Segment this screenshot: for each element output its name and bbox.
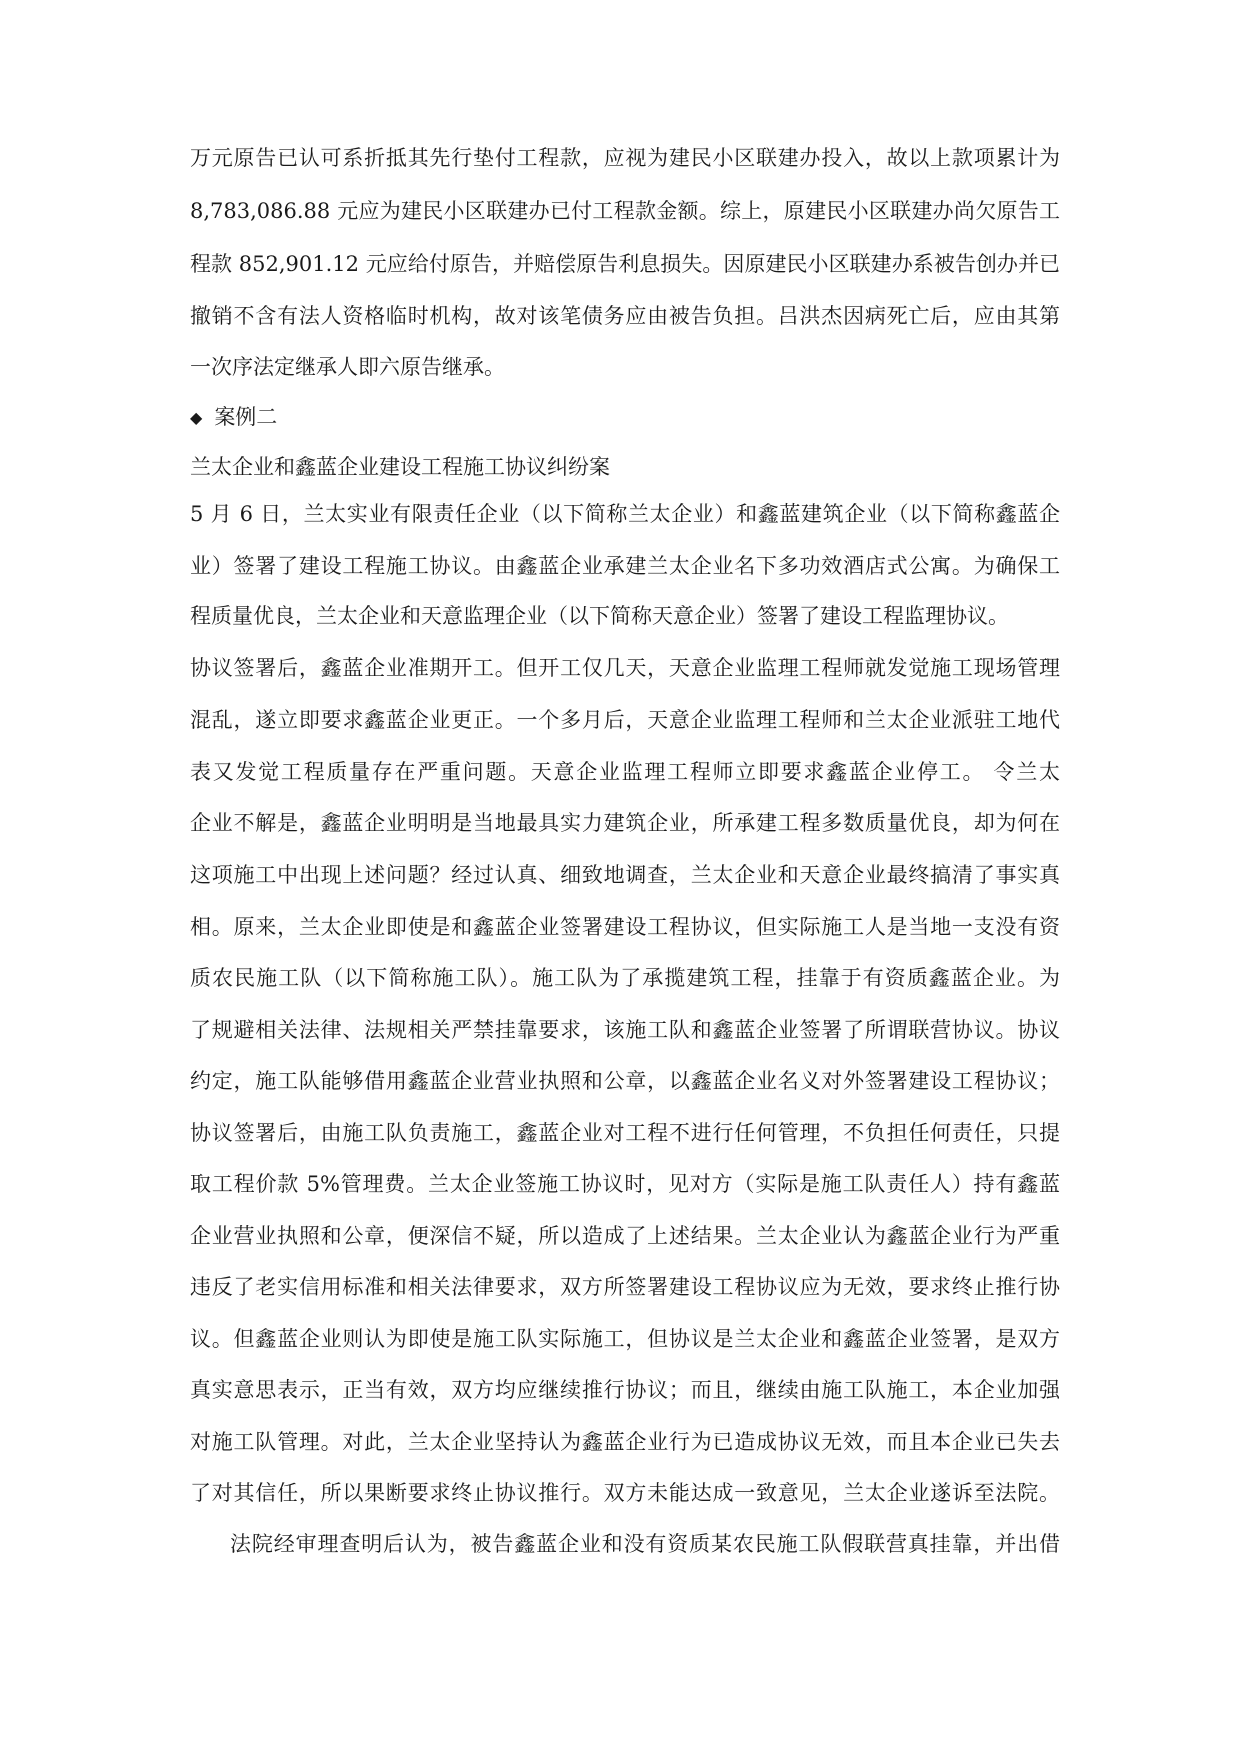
- case-title: 兰太企业和鑫蓝企业建设工程施工协议纠纷案: [190, 455, 610, 479]
- paragraph-line: 质农民施工队（以下简称施工队）。施工队为了承揽建筑工程，挂靠于有资质鑫蓝企业。为: [190, 966, 1060, 990]
- paragraph-line: 万元原告已认可系折抵其先行垫付工程款，应视为建民小区联建办投入，故以上款项累计为: [190, 146, 1060, 170]
- paragraph-line: 协议签署后，鑫蓝企业准期开工。但开工仅几天，天意企业监理工程师就发觉施工现场管理: [190, 656, 1060, 680]
- paragraph-line: 相。原来，兰太企业即使是和鑫蓝企业签署建设工程协议，但实际施工人是当地一支没有资: [190, 915, 1060, 939]
- paragraph-line: 企业营业执照和公章，便深信不疑，所以造成了上述结果。兰太企业认为鑫蓝企业行为严重: [190, 1224, 1060, 1248]
- paragraph-line: 8,783,086.88 元应为建民小区联建办已付工程款金额。综上，原建民小区联建办尚欠原告工: [190, 199, 1060, 223]
- diamond-bullet-icon: ◆: [190, 408, 203, 427]
- paragraph-line: 取工程价款 5%管理费。兰太企业签施工协议时，见对方（实际是施工队责任人）持有鑫蓝: [190, 1172, 1060, 1196]
- paragraph-line: 对施工队管理。对此，兰太企业坚持认为鑫蓝企业行为已造成协议无效，而且本企业已失去: [190, 1430, 1060, 1454]
- paragraph-line: 了对其信任，所以果断要求终止协议推行。双方未能达成一致意见，兰太企业遂诉至法院。: [190, 1481, 1060, 1505]
- paragraph-line: 了规避相关法律、法规相关严禁挂靠要求，该施工队和鑫蓝企业签署了所谓联营协议。协议: [190, 1018, 1060, 1042]
- document-page: [190, 0, 1060, 1754]
- paragraph-line: 程款 852,901.12 元应给付原告，并赔偿原告利息损失。因原建民小区联建办系被告创办并已: [190, 252, 1060, 276]
- paragraph-line: 5 月 6 日，兰太实业有限责任企业（以下简称兰太企业）和鑫蓝建筑企业（以下简称鑫蓝企: [190, 502, 1060, 526]
- paragraph-line: 混乱，遂立即要求鑫蓝企业更正。一个多月后，天意企业监理工程师和兰太企业派驻工地代: [190, 708, 1060, 732]
- paragraph-line: 撤销不含有法人资格临时机构，故对该笔债务应由被告负担。吕洪杰因病死亡后，应由其第: [190, 304, 1060, 328]
- paragraph-line: 程质量优良，兰太企业和天意监理企业（以下简称天意企业）签署了建设工程监理协议。: [190, 604, 1009, 628]
- paragraph-line: 法院经审理查明后认为，被告鑫蓝企业和没有资质某农民施工队假联营真挂靠，并出借: [230, 1532, 1060, 1556]
- paragraph-line: 协议签署后，由施工队负责施工，鑫蓝企业对工程不进行任何管理，不负担任何责任，只提: [190, 1121, 1060, 1145]
- paragraph-line: 企业不解是，鑫蓝企业明明是当地最具实力建筑企业，所承建工程多数质量优良，却为何在: [190, 811, 1060, 835]
- paragraph-line: 违反了老实信用标准和相关法律要求，双方所签署建设工程协议应为无效，要求终止推行协: [190, 1275, 1060, 1299]
- paragraph-line: 一次序法定继承人即六原告继承。: [190, 355, 505, 379]
- section-heading: [190, 397, 277, 437]
- paragraph-line: 业）签署了建设工程施工协议。由鑫蓝企业承建兰太企业名下多功效酒店式公寓。为确保工: [190, 554, 1060, 578]
- paragraph-line: 约定，施工队能够借用鑫蓝企业营业执照和公章，以鑫蓝企业名义对外签署建设工程协议；: [190, 1069, 1060, 1093]
- section-heading-text: 案例二: [214, 405, 278, 429]
- paragraph-line: 表又发觉工程质量存在严重问题。天意企业监理工程师立即要求鑫蓝企业停工。 令兰太: [190, 760, 1060, 784]
- paragraph-line: 这项施工中出现上述问题？经过认真、细致地调查，兰太企业和天意企业最终搞清了事实真: [190, 863, 1060, 887]
- paragraph-line: 真实意思表示，正当有效，双方均应继续推行协议；而且，继续由施工队施工，本企业加强: [190, 1378, 1060, 1402]
- paragraph-line: 议。但鑫蓝企业则认为即使是施工队实际施工，但协议是兰太企业和鑫蓝企业签署，是双方: [190, 1327, 1060, 1351]
